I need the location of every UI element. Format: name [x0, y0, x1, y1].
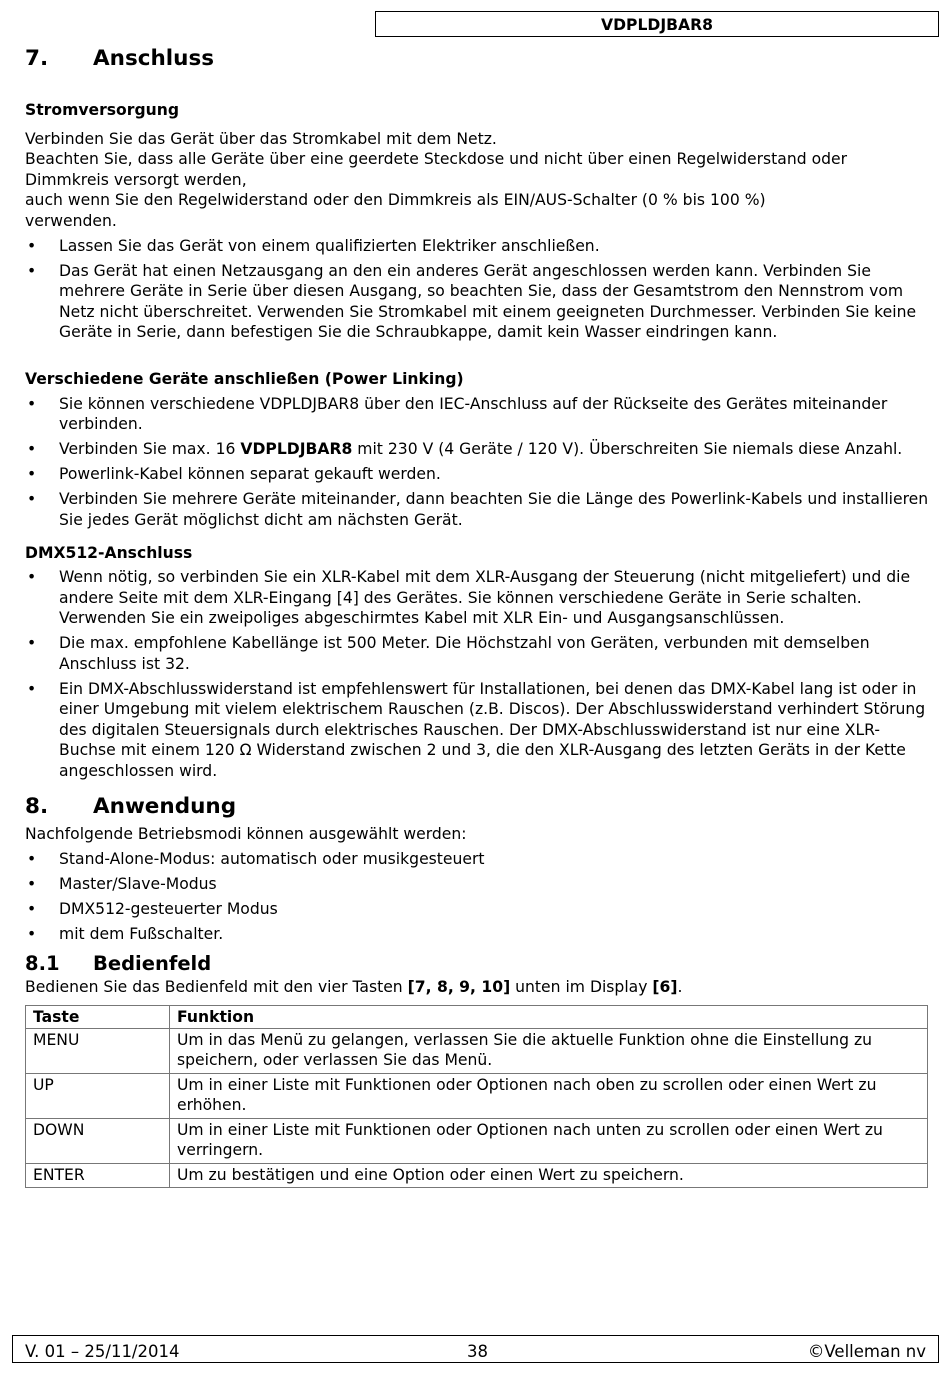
page-content [25, 44, 930, 1188]
paragraph [25, 977, 930, 998]
function-cell: Um in einer Liste mit Funktionen oder Optionen nach oben zu scrollen oder einen Wert zu erhöhen. [170, 1073, 928, 1118]
section-7-heading [25, 44, 930, 74]
power-bullet-list [25, 236, 930, 343]
display-number: [6] [652, 977, 678, 996]
function-cell: Um in einer Liste mit Funktionen oder Optionen nach unten zu scrollen oder einen Wert zu verringern. [170, 1118, 928, 1163]
key-cell: ENTER [26, 1163, 170, 1188]
document-footer [12, 1335, 939, 1363]
text: Verbinden Sie max. 16 [59, 440, 241, 458]
table-row [26, 1118, 928, 1163]
text: Bedienen Sie das Bedienfeld mit den vier Tasten [25, 977, 408, 996]
page-number: 38 [467, 1342, 488, 1361]
list-item: • DMX512-gesteuerter Modus [25, 899, 930, 920]
text: unten im Display [510, 977, 653, 996]
key-numbers: [7, 8, 9, 10] [407, 977, 511, 996]
column-header: Funktion [170, 1006, 928, 1029]
list-item: • Das Gerät hat einen Netzausgang an den ein anderes Gerät angeschlossen werden kann. Verbinden Sie mehrere Geräte in Serie über diesen Ausgang, so beachten Sie, dass der Gesamtstrom den Nennstrom vom Netz nicht überschreitet. Verwenden Sie Stromkabel mit einem geeigneten Durchmesser. Verbinden Sie keine Geräte in Serie, dann befestigen Sie die Schraubkappe, damit kein Wasser eindringen kann. [25, 261, 930, 343]
key-cell: MENU [26, 1028, 170, 1073]
power-supply-heading: Stromversorgung [25, 101, 179, 119]
section-number: 8.1 [25, 951, 60, 975]
paragraph: auch wenn Sie den Regelwiderstand oder den Dimmkreis als EIN/AUS-Schalter (0 % bis 100 %) verwenden. [25, 191, 766, 230]
paragraph: Beachten Sie, dass alle Geräte über eine geerdete Steckdose und nicht über einen Regelwiderstand oder Dimmkreis versorgt werden, [25, 150, 848, 189]
control-panel-table [25, 1005, 928, 1188]
section-number: 7. [25, 46, 49, 71]
key-cell: UP [26, 1073, 170, 1118]
section-8-1-heading [25, 951, 930, 977]
section-title: Anwendung [93, 794, 237, 819]
table-row [26, 1028, 928, 1073]
table-row [26, 1163, 928, 1188]
function-cell: Um in das Menü zu gelangen, verlassen Sie die aktuelle Funktion ohne die Einstellung zu speichern, oder verlassen Sie das Menü. [170, 1028, 928, 1073]
list-item [25, 439, 930, 460]
table-header-row [26, 1006, 928, 1029]
list-item: • Ein DMX-Abschlusswiderstand ist empfehlenswert für Installationen, bei denen das DMX-Kabel lang ist oder in einer Umgebung mit vielem elektrischem Rauschen (z.B. Discos). Der Abschlusswiderstand verhindert Störung des digitalen Steuersignals durch elektrisches Rauschen. Der DMX-Abschlusswiderstand ist nur eine XLR-Buchse mit einem 120 Ω Widerstand zwischen 2 und 3, die den XLR-Ausgang des letzten Geräts in der Kette angeschlossen wird. [25, 679, 930, 782]
power-linking-heading: Verschiedene Geräte anschließen (Power Linking) [25, 369, 464, 388]
list-item: • Powerlink-Kabel können separat gekauft werden. [25, 464, 930, 485]
document-header-model: VDPLDJBAR8 [375, 11, 939, 37]
paragraph: Verbinden Sie das Gerät über das Stromkabel mit dem Netz. [25, 129, 497, 148]
dmx-bullet-list [25, 567, 930, 781]
function-cell: Um zu bestätigen und eine Option oder einen Wert zu speichern. [170, 1163, 928, 1188]
linking-bullet-list [25, 394, 930, 531]
list-item: • Die max. empfohlene Kabellänge ist 500 Meter. Die Höchstzahl von Geräten, verbunden mit demselben Anschluss ist 32. [25, 633, 930, 674]
text: . [677, 977, 683, 996]
list-item: • Stand-Alone-Modus: automatisch oder musikgesteuert [25, 849, 930, 870]
modes-bullet-list [25, 849, 930, 945]
table-row [26, 1073, 928, 1118]
copyright: ©Velleman nv [807, 1342, 926, 1361]
list-item: • Verbinden Sie mehrere Geräte miteinander, dann beachten Sie die Länge des Powerlink-Kabels und installieren Sie jedes Gerät möglichst dicht am nächsten Gerät. [25, 489, 930, 530]
section-number: 8. [25, 794, 49, 819]
list-item: • Sie können verschiedene VDPLDJBAR8 über den IEC-Anschluss auf der Rückseite des Gerätes miteinander verbinden. [25, 394, 930, 435]
dmx-heading: DMX512-Anschluss [25, 544, 193, 562]
version-date: V. 01 – 25/11/2014 [25, 1342, 180, 1361]
text: mit 230 V (4 Geräte / 120 V). Überschreiten Sie niemals diese Anzahl. [352, 440, 903, 458]
model-name: VDPLDJBAR8 [240, 440, 353, 458]
section-title: Anschluss [93, 46, 215, 71]
list-item: • Master/Slave-Modus [25, 874, 930, 895]
paragraph: Nachfolgende Betriebsmodi können ausgewählt werden: [25, 825, 467, 843]
key-cell: DOWN [26, 1118, 170, 1163]
list-item: • Lassen Sie das Gerät von einem qualifizierten Elektriker anschließen. [25, 236, 930, 257]
section-title: Bedienfeld [93, 951, 212, 975]
section-8-heading [25, 792, 930, 822]
list-item: • mit dem Fußschalter. [25, 924, 930, 945]
list-item: • Wenn nötig, so verbinden Sie ein XLR-Kabel mit dem XLR-Ausgang der Steuerung (nicht mitgeliefert) und die andere Seite mit dem XLR-Eingang [4] des Gerätes. Sie können verschiedene Geräte in Serie schalten. Verwenden Sie ein zweipoliges abgeschirmtes Kabel mit XLR Ein- und Ausgangsanschlüssen. [25, 567, 930, 629]
column-header: Taste [26, 1006, 170, 1029]
